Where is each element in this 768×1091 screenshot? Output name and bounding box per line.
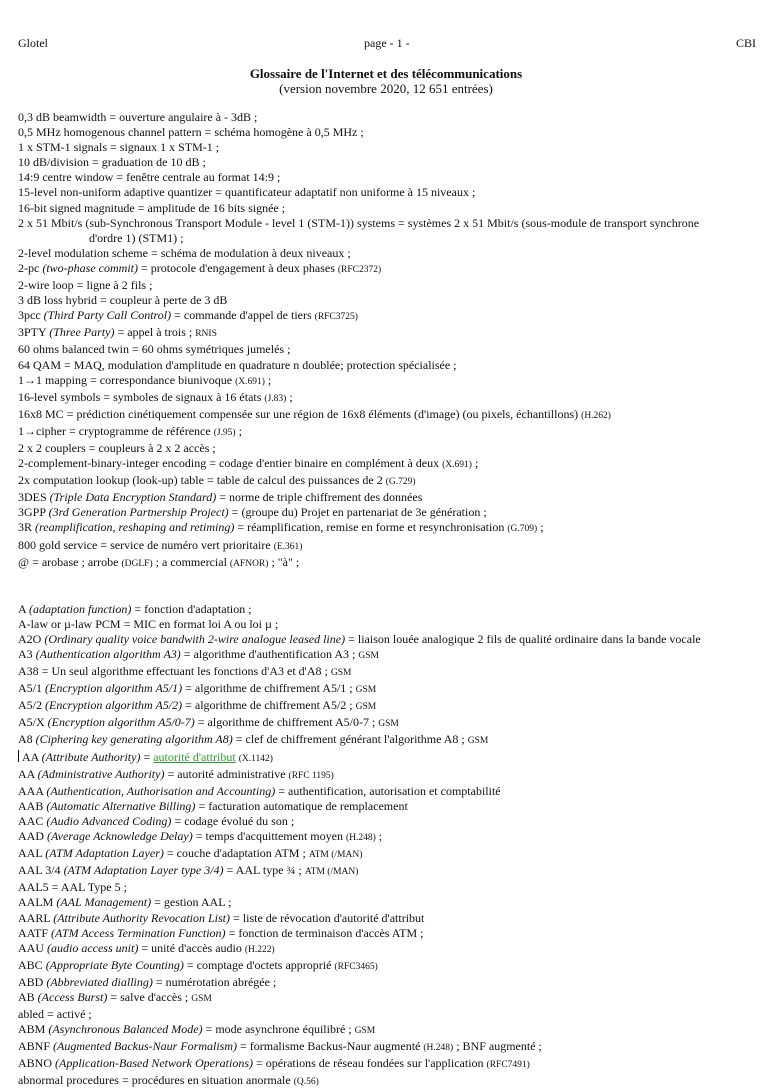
entry-definition: schéma de modulation à deux niveaux ;	[160, 245, 351, 260]
entry-definition: algorithme de chiffrement A5/2 ;	[194, 698, 353, 713]
glossary-entry: AAC (Audio Advanced Coding) = codage évolué du son ;	[18, 813, 295, 828]
entry-suffix: ;	[540, 520, 544, 535]
entry-source: (RFC3465)	[334, 961, 378, 972]
entry-term: 0,5 MHz homogenous channel pattern	[18, 125, 202, 140]
entry-term: AAD	[18, 829, 44, 844]
entry-definition: signaux 1 x STM-1 ;	[119, 140, 220, 155]
entry-definition: MAQ, modulation d'amplitude en quadrature n doublée; protection spécialisée ;	[73, 357, 457, 372]
entry-term: AAB	[18, 798, 44, 813]
page-header	[18, 36, 756, 50]
glossary-entry: AARL (Attribute Authority Revocation List) = liste de révocation d'autorité d'attribut	[18, 910, 425, 925]
entry-source: GSM	[358, 651, 379, 661]
entry-source: (AFNOR)	[229, 558, 269, 569]
entry-expansion: (Abbreviated dialling)	[46, 974, 153, 989]
glossary-entry: 3R (reamplification, reshaping and retiming) = réamplification, remise en forme et resynchronisation (G.709) ;	[18, 520, 544, 535]
entry-definition: activé ;	[56, 1007, 92, 1022]
glossary-entry: ABD (Abbreviated dialling) = numérotation abrégée ;	[18, 974, 277, 989]
entry-definition: systèmes 2 x 51 Mbit/s (sous-module de transport synchrone	[407, 215, 700, 230]
entry-continuation: d'ordre 1) (STM1) ;	[89, 230, 184, 245]
entry-definition: codage d'entier binaire en complément à deux	[219, 456, 440, 471]
glossary-entry: AAD (Average Acknowledge Delay) = temps d'acquittement moyen (H.248) ;	[18, 829, 383, 844]
entry-expansion: (AAL Management)	[56, 895, 152, 910]
entry-expansion: (Encryption algorithm A5/1)	[45, 681, 183, 696]
entry-source: GSM	[378, 719, 399, 730]
entry-definition: couche d'adaptation ATM ;	[176, 846, 306, 861]
glossary-entry: AAL5 = AAL Type 5 ;	[18, 880, 127, 895]
entry-source: (X.1142)	[238, 753, 273, 764]
section-spacer	[18, 587, 760, 602]
glossary-entry: 2 x 51 Mbit/s (sub-Synchronous Transport Module - level 1 (STM-1)) systems = systèmes 2 x 51 Mbit/s (sous-module de transport synchrone d'ordre 1) (STM1) ;	[18, 216, 760, 246]
glossary-entry: 1→1 mapping = correspondance biunivoque (X.691) ;	[18, 372, 272, 387]
entry-expansion: (Ordinary quality voice bandwith 2-wire analogue leased line)	[44, 631, 346, 646]
entry-source: (E.361)	[273, 541, 303, 552]
entry-definition: amplitude de 16 bits signée ;	[147, 200, 286, 215]
glossary-entry: AA (Administrative Authority) = autorité administrative (RFC 1195)	[18, 766, 334, 781]
entry-term: AAU	[18, 940, 44, 955]
entry-expansion: (Encryption algorithm A5/2)	[45, 698, 183, 713]
entry-term: 16-level symbols	[18, 389, 101, 404]
entry-term: A5/2	[18, 698, 42, 713]
entry-definition: AAL Type 5 ;	[60, 880, 127, 895]
glossary-entry: 0,3 dB beamwidth = ouverture angulaire à - 3dB ;	[18, 110, 258, 124]
entry-term: 3R	[18, 520, 33, 535]
entry-definition: fonction de terminaison d'accès ATM ;	[238, 925, 424, 940]
glossary-entry: 3DES (Triple Data Encryption Standard) = norme de triple chiffrement des données	[18, 490, 423, 505]
entry-term: 2-wire loop	[18, 278, 74, 293]
entry-definition: autorité d'attribut	[153, 749, 236, 764]
entry-source: (DGLF)	[121, 558, 153, 569]
glossary-entry: 60 ohms balanced twin = 60 ohms symétriques jumelés ;	[18, 342, 291, 357]
entry-definition: prédiction cinétiquement compensée sur une région de 16x8 éléments (d'image) (ou pixels, échantillons)	[76, 406, 579, 421]
entry-source: (RFC 1195)	[288, 770, 334, 781]
glossary-entry: 3 dB loss hybrid = coupleur à perte de 3 dB	[18, 293, 228, 308]
glossary-entry: 2 x 2 couplers = coupleurs à 2 x 2 accès ;	[18, 440, 216, 455]
entry-source: (X.691)	[442, 460, 472, 471]
entry-term: 2-complement-binary-integer encoding	[18, 456, 207, 471]
entry-suffix: ;	[378, 829, 383, 844]
entry-definition: fenêtre centrale au format 14:9 ;	[126, 170, 281, 185]
entry-term: A38	[18, 664, 39, 679]
glossary-entry: A5/X (Encryption algorithm A5/0-7) = algorithme de chiffrement A5/0-7 ; GSM	[18, 715, 399, 730]
glossary-entry: ABNO (Application-Based Network Operations) = opérations de réseau fondées sur l'application (RFC7491)	[18, 1056, 530, 1071]
glossary-entry: 0,5 MHz homogenous channel pattern = schéma homogène à 0,5 MHz ;	[18, 125, 364, 140]
entry-term: 1→1 mapping	[18, 372, 87, 387]
entry-expansion: (Application-Based Network Operations)	[55, 1056, 253, 1071]
glossary-entry: 64 QAM = MAQ, modulation d'amplitude en quadrature n doublée; protection spécialisée ;	[18, 357, 457, 372]
entry-expansion: (Asynchronous Balanced Mode)	[48, 1022, 203, 1037]
entry-term: abled	[18, 1007, 44, 1022]
entry-expansion: (Three Party)	[49, 325, 115, 340]
entry-term: AA	[18, 766, 35, 781]
entry-expansion: (Ciphering key generating algorithm A8)	[35, 732, 233, 747]
entry-expansion: (Augmented Backus-Naur Formalism)	[53, 1039, 237, 1054]
glossary-entry: AAB (Automatic Alternative Billing) = facturation automatique de remplacement	[18, 798, 408, 813]
entry-definition: coupleurs à 2 x 2 accès ;	[98, 440, 216, 455]
entry-definition: schéma homogène à 0,5 MHz ;	[214, 125, 364, 140]
glossary-entry: ABC (Appropriate Byte Counting) = comptage d'octets approprié (RFC3465)	[18, 957, 378, 972]
glossary-entry: 16-bit signed magnitude = amplitude de 16 bits signée ;	[18, 200, 286, 215]
entry-definition: algorithme de chiffrement A5/0-7 ;	[207, 715, 376, 730]
entry-suffix: ;	[267, 372, 272, 387]
glossary-entry: 3PTY (Three Party) = appel à trois ; RNIS	[18, 325, 217, 340]
glossary-entry: 16-level symbols = symboles de signaux à 16 états (J.83) ;	[18, 389, 293, 404]
header-right: CBI	[735, 36, 756, 50]
section-spacer	[18, 572, 760, 587]
entry-definition: MIC en format loi A ou loi µ ;	[133, 616, 279, 631]
entry-term: AAL5	[18, 880, 49, 895]
entry-definition: opérations de réseau fondées sur l'application	[265, 1056, 484, 1071]
entry-term: 3pcc	[18, 308, 41, 323]
entry-definition: AAL type ¾ ;	[235, 863, 302, 878]
entry-term: 15-level non-uniform adaptive quantizer	[18, 185, 213, 200]
entry-definition: arobase ; arrobe	[41, 554, 119, 569]
entry-term: ABD	[18, 974, 44, 989]
entry-expansion: (Appropriate Byte Counting)	[45, 957, 184, 972]
entry-definition: table de calcul des puissances de 2	[216, 473, 383, 488]
entry-term: 14:9 centre window	[18, 170, 114, 185]
entry-definition: mode asynchrone équilibré ;	[215, 1022, 352, 1037]
entry-source: (G.709)	[507, 524, 538, 535]
entry-term: 10 dB/division	[18, 155, 90, 170]
entry-source: (J.95)	[213, 427, 236, 438]
entry-source: (X.691)	[235, 376, 265, 387]
glossary-entry: A5/1 (Encryption algorithm A5/1) = algorithme de chiffrement A5/1 ; GSM	[18, 681, 377, 696]
entry-term: 0,3 dB beamwidth	[18, 110, 107, 124]
entry-expansion: (reamplification, reshaping and retiming)	[35, 520, 235, 535]
entry-source: (H.248)	[423, 1043, 454, 1054]
entry-source: (RFC3725)	[314, 312, 358, 323]
entry-expansion: (Attribute Authority Revocation List)	[53, 910, 230, 925]
glossary-entry: ABNF (Augmented Backus-Naur Formalism) = formalisme Backus-Naur augmenté (H.248) ; BNF augmenté ;	[18, 1039, 542, 1054]
entry-definition: norme de triple chiffrement des données	[229, 490, 423, 505]
entry-source: GSM	[355, 685, 377, 696]
glossary-entry: 1→cipher = cryptogramme de référence (J.95) ;	[18, 423, 242, 438]
entry-term: 3DES	[18, 490, 47, 505]
glossary-entry: 16x8 MC = prédiction cinétiquement compensée sur une région de 16x8 éléments (d'image) (ou pixels, échantillons) (H.262)	[18, 406, 611, 421]
entry-definition: liste de révocation d'autorité d'attribut	[242, 910, 425, 925]
entry-term: AAL 3/4	[18, 863, 61, 878]
entry-source: GSM	[191, 993, 212, 1004]
entry-source: (Q.56)	[293, 1077, 319, 1088]
glossary-entry: AA (Attribute Authority) = autorité d'attribut (X.1142)	[18, 750, 760, 767]
entry-source: ATM (/MAN)	[304, 867, 359, 878]
entry-definition: 60 ohms symétriques jumelés ;	[141, 342, 291, 357]
glossary-entry: 800 gold service = service de numéro vert prioritaire (E.361)	[18, 537, 303, 552]
glossary-entry: abled = activé ;	[18, 1007, 92, 1022]
entry-expansion: (Access Burst)	[37, 989, 108, 1004]
glossary-entry: 15-level non-uniform adaptive quantizer = quantificateur adaptatif non uniforme à 15 niveaux ;	[18, 185, 476, 200]
glossary-entry: A8 (Ciphering key generating algorithm A8) = clef de chiffrement générant l'algorithme A8 ; GSM	[18, 732, 489, 747]
entry-term: AARL	[18, 910, 51, 925]
entry-term: A3	[18, 647, 33, 661]
glossary-entry: AALM (AAL Management) = gestion AAL ;	[18, 895, 232, 910]
entry-expansion: (Attribute Authority)	[41, 749, 141, 764]
entry-definition: autorité administrative	[177, 766, 286, 781]
entry-term: AATF	[18, 925, 49, 940]
entry-term: A5/1	[18, 681, 42, 696]
document-subtitle: (version novembre 2020, 12 651 entrées)	[279, 81, 493, 96]
entry-term: 3 dB loss hybrid	[18, 293, 98, 308]
entry-term: 1→cipher	[18, 423, 66, 438]
entry-definition: algorithme de chiffrement A5/1 ;	[194, 681, 353, 696]
glossary-entry: A3 (Authentication algorithm A3) = algorithme d'authentification A3 ; GSM	[18, 647, 379, 661]
entry-definition: symboles de signaux à 16 états	[113, 389, 262, 404]
header-left: Glotel	[18, 36, 48, 50]
entry-expansion: (ATM Adaptation Layer type 3/4)	[63, 863, 224, 878]
entry-definition: salve d'accès ;	[120, 989, 189, 1004]
entry-suffix: ;	[238, 423, 242, 438]
entry-source: (G.729)	[385, 477, 416, 488]
entry-term: 16-bit signed magnitude	[18, 200, 135, 215]
entry-term: 3PTY	[18, 325, 47, 340]
entry-expansion: (3rd Generation Partnership Project)	[48, 505, 229, 520]
entry-term: A8	[18, 732, 33, 747]
glossary-entry: A (adaptation function) = fonction d'adaptation ;	[18, 601, 252, 616]
glossary-section-a	[18, 602, 760, 1091]
entry-definition: clef de chiffrement générant l'algorithme A8 ;	[245, 732, 465, 747]
glossary-entry: AAU (audio access unit) = unité d'accès audio (H.222)	[18, 940, 275, 955]
glossary-entry: ABM (Asynchronous Balanced Mode) = mode asynchrone équilibré ; GSM	[18, 1022, 376, 1037]
glossary-entry: 3GPP (3rd Generation Partnership Project) = (groupe du) Projet en partenariat de 3e génération ;	[18, 505, 487, 520]
entry-definition: comptage d'octets approprié	[196, 957, 332, 972]
entry-term: 16x8 MC	[18, 406, 64, 421]
entry-term: 2 x 51 Mbit/s (sub-Synchronous Transport Module - level 1 (STM-1)) systems	[18, 215, 395, 230]
entry-term: @	[18, 554, 30, 569]
entry-definition: procédures en situation anormale	[131, 1073, 291, 1088]
entry-definition: gestion AAL ;	[163, 895, 232, 910]
entry-definition: service de numéro vert prioritaire	[110, 537, 271, 552]
entry-definition: commande d'appel de tiers	[183, 308, 312, 323]
entry-definition: réamplification, remise en forme et resynchronisation	[247, 520, 505, 535]
entry-term: A	[18, 601, 27, 616]
glossary-entry: 2-pc (two-phase commit) = protocole d'engagement à deux phases (RFC2372)	[18, 260, 382, 275]
entry-expansion: (adaptation function)	[29, 601, 132, 616]
entry-suffix: ; a commercial	[155, 554, 227, 569]
entry-source: GSM	[355, 702, 377, 713]
entry-expansion: (audio access unit)	[47, 940, 139, 955]
entry-term: ABNF	[18, 1039, 51, 1054]
entry-source: (RFC7491)	[486, 1060, 530, 1071]
entry-definition: appel à trois ;	[127, 325, 193, 340]
glossary-entry: A2O (Ordinary quality voice bandwith 2-wire analogue leased line) = liaison louée analogique 2 fils de qualité ordinaire dans la bande vocale	[18, 631, 701, 646]
entry-definition: Un seul algorithme effectuant les fonctions d'A3 et d'A8 ;	[51, 664, 328, 679]
entry-definition: fonction d'adaptation ;	[144, 601, 252, 616]
entry-definition: ligne à 2 fils ;	[86, 278, 153, 293]
entry-definition: protocole d'engagement à deux phases	[150, 260, 335, 275]
glossary-entry: 1 x STM-1 signals = signaux 1 x STM-1 ;	[18, 140, 220, 155]
entry-expansion: (Third Party Call Control)	[43, 308, 172, 323]
entry-expansion: (Authentication, Authorisation and Accounting)	[46, 783, 276, 798]
entry-term: 2 x 2 couplers	[18, 440, 86, 455]
glossary-entry: 14:9 centre window = fenêtre centrale au format 14:9 ;	[18, 170, 281, 185]
entry-definition: authentification, autorisation et comptabilité	[288, 783, 501, 798]
entry-definition: liaison louée analogique 2 fils de qualité ordinaire dans la bande vocale	[357, 631, 701, 646]
entry-definition: (groupe du) Projet en partenariat de 3e génération ;	[241, 505, 487, 520]
entry-expansion: (Audio Advanced Coding)	[46, 813, 172, 828]
entry-source: (H.262)	[581, 410, 611, 421]
entry-definition: graduation de 10 dB ;	[101, 155, 206, 170]
entry-expansion: (Encryption algorithm A5/0-7)	[47, 715, 195, 730]
glossary-entry: @ = arobase ; arrobe (DGLF) ; a commercial (AFNOR) ; "à" ;	[18, 554, 300, 569]
entry-term: 800 gold service	[18, 537, 98, 552]
entry-term: A2O	[18, 631, 42, 646]
entry-suffix: ; BNF augmenté ;	[456, 1039, 542, 1054]
entry-definition: coupleur à perte de 3 dB	[109, 293, 228, 308]
entry-definition: correspondance biunivoque	[99, 372, 233, 387]
text-cursor	[18, 750, 19, 762]
entry-definition: facturation automatique de remplacement	[208, 798, 408, 813]
glossary-entry: 3pcc (Third Party Call Control) = commande d'appel de tiers (RFC3725)	[18, 308, 358, 323]
entry-term: 2x computation lookup (look-up) table	[18, 473, 204, 488]
entry-term: 2-pc	[18, 260, 40, 275]
entry-definition: unité d'accès audio	[151, 940, 242, 955]
entry-definition: numérotation abrégée ;	[165, 974, 277, 989]
entry-suffix: ;	[474, 456, 479, 471]
entry-source: (RFC2372)	[337, 264, 382, 275]
entry-definition: codage évolué du son ;	[184, 813, 295, 828]
entry-term: A-law or µ-law PCM	[18, 616, 121, 631]
entry-term: 1 x STM-1 signals	[18, 140, 108, 155]
entry-source: (H.222)	[244, 944, 275, 955]
entry-term: AB	[18, 989, 35, 1004]
entry-term: ABNO	[18, 1056, 53, 1071]
entry-definition: temps d'acquittement moyen	[205, 829, 343, 844]
entry-term: abnormal procedures	[18, 1073, 119, 1088]
entry-term: AAA	[18, 783, 44, 798]
glossary-entry: AATF (ATM Access Termination Function) = fonction de terminaison d'accès ATM ;	[18, 925, 424, 940]
entry-expansion: (Average Acknowledge Delay)	[47, 829, 193, 844]
entry-expansion: (two-phase commit)	[42, 260, 138, 275]
entry-term: 64 QAM	[18, 357, 62, 372]
entry-source: RNIS	[195, 329, 217, 340]
entry-definition: ouverture angulaire à - 3dB ;	[119, 110, 258, 124]
glossary-entry: 2-wire loop = ligne à 2 fils ;	[18, 278, 153, 293]
entry-term: ABC	[18, 957, 43, 972]
entry-source: GSM	[330, 668, 352, 679]
entry-definition: quantificateur adaptatif non uniforme à 15 niveaux ;	[225, 185, 476, 200]
entry-term: 3GPP	[18, 505, 46, 520]
entry-source: GSM	[354, 1026, 376, 1037]
glossary-entries	[18, 110, 760, 1091]
entry-expansion: (ATM Adaptation Layer)	[45, 846, 164, 861]
entry-source: ATM (/MAN)	[308, 850, 363, 861]
glossary-entry: 10 dB/division = graduation de 10 dB ;	[18, 155, 206, 170]
glossary-entry: AAL 3/4 (ATM Adaptation Layer type 3/4) = AAL type ¾ ; ATM (/MAN)	[18, 863, 359, 878]
entry-expansion: (Administrative Authority)	[37, 766, 165, 781]
entry-definition: algorithme d'authentification A3 ;	[193, 647, 356, 661]
glossary-entry: abnormal procedures = procédures en situation anormale (Q.56)	[18, 1073, 319, 1088]
entry-definition: formalisme Backus-Naur augmenté	[249, 1039, 421, 1054]
entry-suffix: ; "à" ;	[271, 554, 300, 569]
entry-expansion: (Triple Data Encryption Standard)	[49, 490, 217, 505]
glossary-entry: 2-level modulation scheme = schéma de modulation à deux niveaux ;	[18, 245, 351, 260]
entry-term: 2-level modulation scheme	[18, 245, 148, 260]
glossary-entry: A5/2 (Encryption algorithm A5/2) = algorithme de chiffrement A5/2 ; GSM	[18, 698, 377, 713]
entry-term: 60 ohms balanced twin	[18, 342, 129, 357]
entry-term: AA	[22, 749, 39, 764]
entry-source: (J.83)	[264, 393, 287, 404]
glossary-entry: AAA (Authentication, Authorisation and Accounting) = authentification, autorisation et comptabilité	[18, 783, 501, 798]
entry-definition: cryptogramme de référence	[78, 423, 211, 438]
header-page-number: page - 1 -	[364, 36, 410, 50]
glossary-entry: 2x computation lookup (look-up) table = table de calcul des puissances de 2 (G.729)	[18, 473, 416, 488]
glossary-entry: AAL (ATM Adaptation Layer) = couche d'adaptation ATM ; ATM (/MAN)	[18, 846, 363, 861]
entry-term: A5/X	[18, 715, 45, 730]
glossary-section-numeric	[18, 110, 760, 572]
glossary-entry: A38 = Un seul algorithme effectuant les fonctions d'A3 et d'A8 ; GSM	[18, 664, 352, 679]
entry-suffix: ;	[289, 389, 293, 404]
document-title: Glossaire de l'Internet et des télécommunications	[249, 66, 523, 81]
entry-term: AALM	[18, 895, 54, 910]
glossary-entry: A-law or µ-law PCM = MIC en format loi A ou loi µ ;	[18, 616, 279, 631]
entry-source: (H.248)	[345, 833, 376, 844]
entry-term: AAC	[18, 813, 44, 828]
entry-term: AAL	[18, 846, 43, 861]
entry-source: GSM	[467, 736, 489, 747]
entry-expansion: (ATM Access Termination Function)	[51, 925, 226, 940]
glossary-entry: 2-complement-binary-integer encoding = codage d'entier binaire en complément à deux (X.691) ;	[18, 456, 479, 471]
entry-expansion: (Automatic Alternative Billing)	[46, 798, 196, 813]
entry-term: ABM	[18, 1022, 46, 1037]
entry-expansion: (Authentication algorithm A3)	[35, 647, 181, 661]
glossary-entry: AB (Access Burst) = salve d'accès ; GSM	[18, 989, 212, 1004]
